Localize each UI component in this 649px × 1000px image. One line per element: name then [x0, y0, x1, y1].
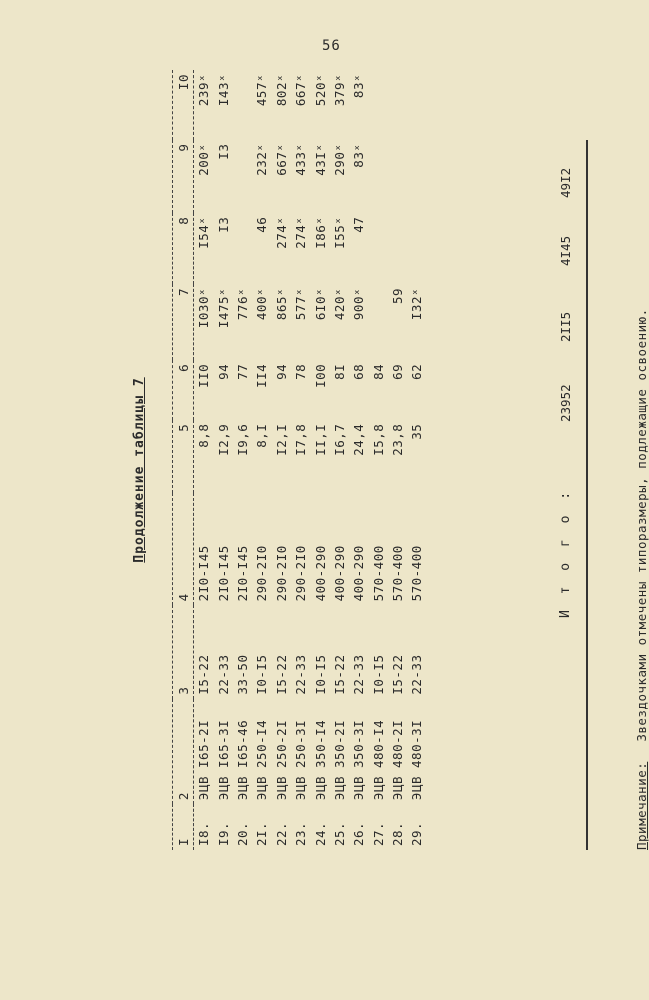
table-cell-col3: I0-I5: [254, 654, 270, 695]
table-cell-col4: 400-290: [351, 545, 367, 602]
table-cell-col8: [388, 213, 407, 284]
table-cell-col10: 239ˣ: [196, 74, 212, 107]
total-col7: 23952: [558, 384, 573, 422]
table-cell-col6: 77: [234, 363, 250, 380]
table-cell-col4: 2I0-I45: [215, 545, 231, 602]
table-cell-col7: 6I0ˣ: [312, 287, 328, 321]
table-cell-col9: 433ˣ: [293, 143, 309, 176]
table-cell-col4: 290-2I0: [273, 545, 289, 602]
table-row: [330, 70, 349, 850]
table-cell-col3: I5-22: [273, 654, 289, 695]
table-cell-col3: 22-33: [409, 654, 425, 695]
table-cell-col2: ЭЦВ 250-2I: [273, 719, 289, 801]
col-header-4: 4: [173, 493, 194, 606]
table-cell-col8: I55ˣ: [331, 216, 347, 249]
table-cell-col4: 570-400: [390, 545, 406, 602]
table-cell-col5: 35: [409, 423, 425, 440]
table-cell-col8: [369, 213, 388, 284]
table-row: [194, 70, 214, 850]
table-cell-col6: 78: [293, 363, 309, 380]
table-cell-col7: 900ˣ: [351, 287, 367, 321]
totals-row: [558, 50, 582, 850]
table-row: [213, 70, 232, 850]
table-cell-col9: 200ˣ: [196, 143, 212, 176]
table-cell-col3: I5-22: [390, 654, 406, 695]
table-cell-col6: 94: [215, 363, 231, 380]
table-cell-col1: 26.: [351, 821, 367, 846]
table-cell-col2: ЭЦВ I65-46: [234, 719, 250, 801]
table-cell-col10: 520ˣ: [312, 74, 328, 107]
table-cell-col3: 22-33: [351, 654, 367, 695]
table-cell-col5: I9,6: [234, 423, 250, 456]
table-cell-col2: ЭЦВ 250-3I: [293, 719, 309, 801]
table-cell-col3: I0-I5: [370, 654, 386, 695]
table-cell-col2: ЭЦВ 250-I4: [254, 719, 270, 801]
table-cell-col5: I2,9: [215, 423, 231, 456]
total-col8: 2II5: [558, 311, 573, 342]
table-cell-col8: 274ˣ: [273, 216, 289, 249]
table-cell-col10: 457ˣ: [254, 74, 270, 107]
total-col9: 4I45: [558, 235, 573, 266]
table-cell-col5: 8,8: [196, 423, 212, 448]
col-header-10: I0: [173, 70, 194, 140]
table-cell-col7: 865ˣ: [273, 287, 289, 321]
table-cell-col9: 83ˣ: [351, 143, 367, 168]
table-cell-col7: I030ˣ: [196, 287, 212, 329]
table-cell-col2: ЭЦВ 480-I4: [370, 719, 386, 801]
col-header-7: 7: [173, 284, 194, 360]
table-cell-col9: 43Iˣ: [312, 143, 328, 176]
data-table: [172, 70, 427, 850]
table-cell-col7: 420ˣ: [331, 287, 347, 321]
table-cell-col6: 8I: [331, 363, 347, 380]
table-cell-col5: 24,4: [351, 423, 367, 456]
table-cell-col10: [407, 70, 426, 140]
table-cell-col10: [388, 70, 407, 140]
table-caption: Продолжение таблицы 7: [132, 377, 147, 563]
table-row: [291, 70, 310, 850]
table-cell-col6: I00: [312, 363, 328, 388]
table-cell-col1: 29.: [409, 821, 425, 846]
table-cell-col4: 2I0-I45: [234, 545, 250, 602]
table-bottom-rule: [586, 140, 588, 850]
footnote: [634, 50, 649, 850]
table-cell-col8: I86ˣ: [312, 216, 328, 249]
table-cell-col7: 400ˣ: [254, 287, 270, 321]
table-cell-col8: [233, 213, 252, 284]
table-cell-col4: 290-2I0: [254, 545, 270, 602]
table-row: [388, 70, 407, 850]
table-cell-col2: ЭЦВ 480-2I: [390, 719, 406, 801]
table-row: [349, 70, 368, 850]
table-cell-col9: [369, 140, 388, 213]
table-cell-col7: 776ˣ: [234, 287, 250, 321]
table-cell-col5: 23,8: [390, 423, 406, 456]
table-cell-col5: I2,I: [273, 423, 289, 456]
table-cell-col5: 8,I: [254, 423, 270, 448]
table-cell-col1: I8.: [196, 821, 212, 846]
table-cell-col6: 69: [390, 363, 406, 380]
table-cell-col6: 84: [370, 363, 386, 380]
table-cell-col5: I5,8: [370, 423, 386, 456]
totals-label: И т о г о :: [558, 487, 573, 618]
col-header-2: 2: [173, 699, 194, 804]
table-cell-col6: II0: [196, 363, 212, 388]
table-cell-col1: I9.: [215, 821, 231, 846]
table-cell-col3: 22-33: [215, 654, 231, 695]
table-cell-col9: [233, 140, 252, 213]
table-cell-col1: 28.: [390, 821, 406, 846]
table-cell-col5: II,I: [312, 423, 328, 456]
table-cell-col9: [407, 140, 426, 213]
table-header-row: [173, 70, 194, 850]
table-cell-col2: ЭЦВ 350-2I: [331, 719, 347, 801]
col-header-8: 8: [173, 213, 194, 284]
footnote-text: Звездочками отмечены типоразмеры, подлежащие освоению.: [634, 308, 649, 742]
table-cell-col7: I475ˣ: [215, 287, 231, 329]
table-cell-col8: 46: [254, 216, 270, 233]
table-cell-col4: 400-290: [331, 545, 347, 602]
table-cell-col3: I5-22: [196, 654, 212, 695]
table-cell-col4: 2I0-I45: [196, 545, 212, 602]
table-cell-col6: II4: [254, 363, 270, 388]
col-header-1: I: [173, 804, 194, 850]
table-cell-col9: 232ˣ: [254, 143, 270, 176]
table-cell-col1: 24.: [312, 821, 328, 846]
table-cell-col6: 62: [409, 363, 425, 380]
footnote-label: Примечание:: [634, 761, 649, 850]
rotated-document-sheet: [132, 70, 649, 870]
table-cell-col1: 2I.: [254, 821, 270, 846]
table-cell-col3: I5-22: [331, 654, 347, 695]
table-cell-col10: 379ˣ: [331, 74, 347, 107]
table-cell-col9: 667ˣ: [273, 143, 289, 176]
table-cell-col10: 802ˣ: [273, 74, 289, 107]
table-cell-col2: ЭЦВ I65-3I: [215, 719, 231, 801]
table-cell-col2: ЭЦВ 350-I4: [312, 719, 328, 801]
table-row: [252, 70, 271, 850]
total-col10: 49I2: [558, 167, 573, 198]
table-cell-col8: 274ˣ: [293, 216, 309, 249]
table-row: [233, 70, 252, 850]
table-row: [407, 70, 426, 850]
table-cell-col3: I0-I5: [312, 654, 328, 695]
table-cell-col4: 570-400: [409, 545, 425, 602]
table-cell-col3: 22-33: [293, 654, 309, 695]
col-header-5: 5: [173, 420, 194, 493]
table-cell-col1: 22.: [273, 821, 289, 846]
table-cell-col1: 20.: [234, 821, 250, 846]
table-cell-col7: 577ˣ: [293, 287, 309, 321]
table-cell-col7: 59: [390, 287, 406, 305]
table-cell-col4: 400-290: [312, 545, 328, 602]
table-cell-col5: I7,8: [293, 423, 309, 456]
col-header-9: 9: [173, 140, 194, 213]
table-cell-col2: ЭЦВ 350-3I: [351, 719, 367, 801]
page-number: 56: [322, 38, 341, 54]
table-cell-col7: [369, 284, 388, 360]
table-cell-col10: I43ˣ: [215, 74, 231, 107]
table-cell-col2: ЭЦВ 480-3I: [409, 719, 425, 801]
table-cell-col7: I32ˣ: [409, 287, 425, 321]
table-cell-col10: 83ˣ: [351, 74, 367, 99]
table-cell-col8: I54ˣ: [196, 216, 212, 249]
table-cell-col8: 47: [351, 216, 367, 233]
table-row: [310, 70, 329, 850]
table-row: [369, 70, 388, 850]
table-cell-col10: [233, 70, 252, 140]
table-cell-col10: [369, 70, 388, 140]
table-cell-col1: 23.: [293, 821, 309, 846]
table-cell-col8: [407, 213, 426, 284]
table-cell-col9: I3: [215, 143, 231, 160]
table-cell-col6: 68: [351, 363, 367, 380]
table-cell-col10: 667ˣ: [293, 74, 309, 107]
table-cell-col6: 94: [273, 363, 289, 380]
table-row: [272, 70, 291, 850]
table-cell-col2: ЭЦВ I65-2I: [196, 719, 212, 801]
col-header-6: 6: [173, 360, 194, 420]
table-cell-col4: 290-2I0: [293, 545, 309, 602]
table-cell-col3: 33-50: [234, 654, 250, 695]
table-cell-col8: I3: [215, 216, 231, 233]
table-cell-col4: 570-400: [370, 545, 386, 602]
col-header-3: 3: [173, 605, 194, 698]
table-cell-col1: 27.: [370, 821, 386, 846]
table-cell-col5: I6,7: [331, 423, 347, 456]
table-cell-col9: [388, 140, 407, 213]
table-body: [194, 70, 427, 850]
table-cell-col1: 25.: [331, 821, 347, 846]
table-cell-col9: 290ˣ: [331, 143, 347, 176]
